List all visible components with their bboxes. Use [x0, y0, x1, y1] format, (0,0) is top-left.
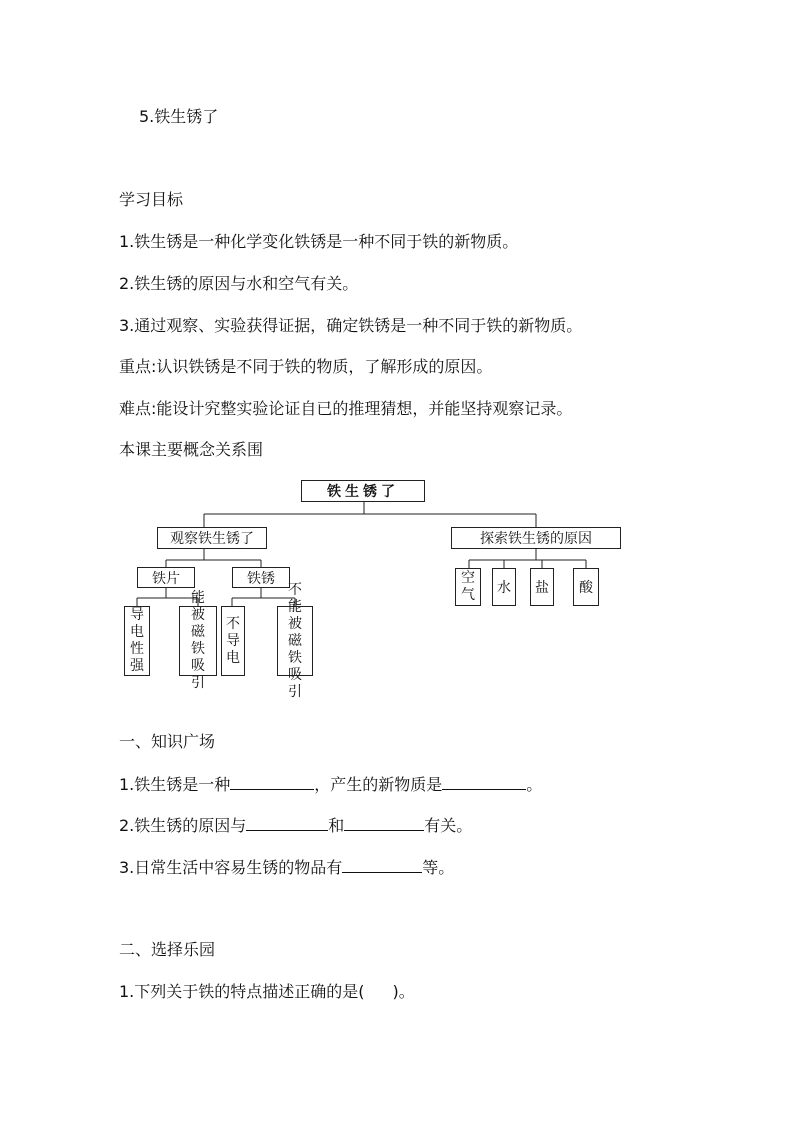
answer-blank[interactable] — [344, 815, 424, 831]
cause-water: 水 — [492, 568, 516, 606]
choice-question-1: 1.下列关于铁的特点描述正确的是( )。 — [119, 982, 415, 1001]
concept-map — [118, 472, 638, 700]
answer-blank[interactable] — [246, 815, 328, 831]
leaf-nonmagnetic: 不能被磁铁吸引 — [277, 606, 313, 676]
objective-item: 1.铁生锈是一种化学变化铁锈是一种不同于铁的新物质。 — [119, 232, 519, 251]
leaf-nonconductive: 不导电 — [221, 606, 245, 676]
cause-salt: 盐 — [530, 568, 554, 606]
cause-air: 空气 — [455, 568, 481, 606]
concept-explore: 探索铁生锈的原因 — [451, 527, 621, 549]
fill-question-1: 1.铁生锈是一种 ，产生的新物质是 。 — [119, 775, 543, 794]
section1-heading: 一、知识广场 — [119, 732, 216, 751]
concept-observe: 观察铁生锈了 — [157, 527, 267, 549]
key-point: 重点:认识铁锈是不同于铁的物质，了解形成的原因。 — [119, 357, 493, 376]
fill-question-3: 3.日常生活中容易生锈的物品有 等。 — [119, 858, 455, 877]
objective-item: 3.通过观察、实验获得证据，确定铁锈是一种不同于铁的新物质。 — [119, 316, 583, 335]
concept-map-heading: 本课主要概念关系围 — [119, 440, 264, 459]
fill-question-2: 2.铁生锈的原因与 和 有关。 — [119, 816, 473, 835]
section2-heading: 二、选择乐园 — [119, 940, 216, 959]
concept-rust: 铁锈 — [232, 567, 290, 588]
cause-acid: 酸 — [573, 568, 599, 606]
answer-blank[interactable] — [342, 857, 422, 873]
leaf-magnetic: 能被磁铁吸引 — [179, 606, 217, 676]
answer-blank[interactable] — [442, 774, 526, 790]
concept-root: 铁生锈了 — [301, 480, 425, 502]
concept-iron-sheet: 铁片 — [137, 567, 195, 588]
objective-item: 2.铁生锈的原因与水和空气有关。 — [119, 274, 359, 293]
difficulty-point: 难点:能设计究整实验论证自已的推理猜想，并能坚持观察记录。 — [119, 399, 573, 418]
answer-blank[interactable] — [230, 774, 314, 790]
lesson-title: 5.铁生锈了 — [139, 107, 219, 126]
objectives-heading: 学习目标 — [119, 190, 184, 209]
leaf-conductive: 导电性强 — [124, 606, 150, 676]
